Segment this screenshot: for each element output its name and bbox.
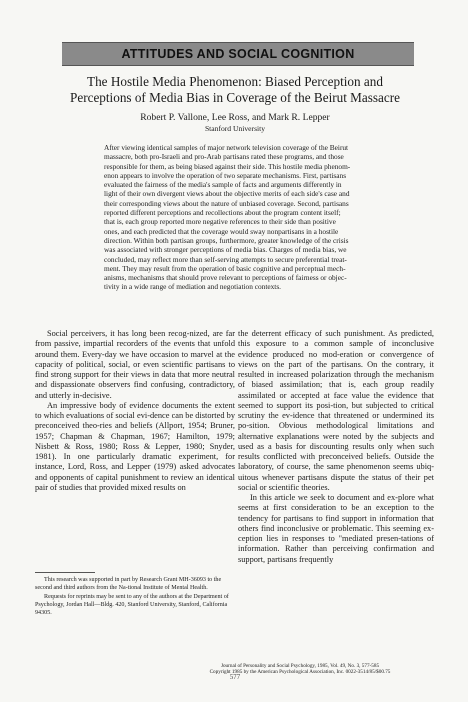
section-banner: ATTITUDES AND SOCIAL COGNITION (62, 42, 414, 66)
journal-reference (150, 663, 450, 675)
copyright-line: Copyright 1985 by the American Psychological Association, Inc. 0022-3514/85/$00.75 (209, 669, 391, 676)
body-paragraph: the deterrent efficacy of such punishment. As predicted, this exposure to a common sample of inconclusive evidence produced no mod-eration or convergence of views on the part of the partisans. On the contrary, it resulted in increased polarization through the mechanism of biased assimilation; that is, each group readily assimilated or accepted at face value the evidence that seemed to support its posi-tion, but subjected to critical scrutiny the ev-idence that threatened or undermined its po-sition. Obvious methodological limitations and alternative explanations were noted by the subjects and used as a basis for discounting results only when such results conflicted with preconceived beliefs. Outside the laboratory, of course, the same phenomenon seems ubiq-uitous whenever partisans dispute the status of their pet social or scientific theories. (238, 329, 434, 492)
page-number: 577 (229, 674, 241, 681)
body-paragraph: Social perceivers, it has long been recog-nized, are far from passive, impartial recorders of the events that unfold around them. Every-day we have occasion to marvel at the capacity of political, social, or even scientific partisans to find strong support for their views in data that more neutral and dispassionate observers find confusing, contradictory, and utterly in-decisive. (35, 329, 235, 400)
title-line-2: Perceptions of Media Bias in Coverage of the Beirut Massacre (70, 90, 400, 105)
body-paragraph: An impressive body of evidence documents the extent to which evaluations of social evi-dence can be distorted by preconceived theo-ries and beliefs (Allport, 1954; Bruner, 1957; Chapman & Chapman, 1967; Hamilton, 1979; Nisbett & Ross, 1980; Ross & Lepper, 1980; Snyder, 1981). In one particularly dramatic experiment, for instance, Lord, Ross, and Lepper (1979) asked advocates and opponents of capital punishment to review an identical pair of studies that provided mixed results on (35, 400, 235, 492)
footnote-divider (35, 572, 95, 573)
affiliation: Stanford University (204, 124, 266, 133)
footnote-funding: This research was supported in part by Research Grant MH-36093 to the second and third authors from the Na-tional Institute of Mental Health. (35, 577, 222, 591)
body-column-left (35, 329, 235, 493)
body-paragraph: In this article we seek to document and ex-plore what seems at first consideration to be an exception to the tendency for partisans to find support in information that others find inconclusive or problematic. This seeming ex-ception lies in responses to "mediated presen-tations of information. Rather than perceiving confirmation and support, partisans frequently (238, 493, 434, 564)
abstract: After viewing identical samples of major network television coverage of the Beirut massacre, both pro-Israeli and pro-Arab partisans rated these programs, and those responsible for them, as being biased against their side. This hostile media phenom- enon appears to involve the operation of two separate mechanisms. First, partisans evaluated the fairness of the media's sample of facts and arguments differently in light of their own divergent views about the objective merits of each side's case and their corresponding views about the nature of unbiased coverage. Second, partisans reported different perceptions and recollections about the program content itself; that is, each group reported more negative references to their side than positive ones, and each predicted that the coverage would sway nonpartisans in a hostile direction. Within both partisan groups, furthermore, greater knowledge of the crisis was associated with stronger perceptions of media bias. Charges of media bias, we concluded, may reflect more than self-serving attempts to secure preferential treat- ment. They may result from the operation of basic cognitive and perceptual mech- anisms, mechanisms that should prove relevant to perceptions of fairness or objec- tivity in a wide range of mediation and negotiation contexts. (104, 143, 351, 292)
footnote-reprints: Requests for reprints may be sent to any of the authors at the Department of Psychology, Jordan Hall—Bldg. 420, Stanford University, Stanford, California 94305. (35, 593, 229, 616)
authors: Robert P. Vallone, Lee Ross, and Mark R. Lepper (140, 112, 330, 123)
article-title (40, 74, 430, 106)
footnotes (35, 577, 235, 619)
body-column-right (238, 329, 434, 565)
journal-citation: Journal of Personality and Social Psychology, 1985, Vol. 49, No. 3, 577-585 (220, 663, 380, 669)
title-line-1: The Hostile Media Phenomenon: Biased Perception and (87, 74, 383, 89)
